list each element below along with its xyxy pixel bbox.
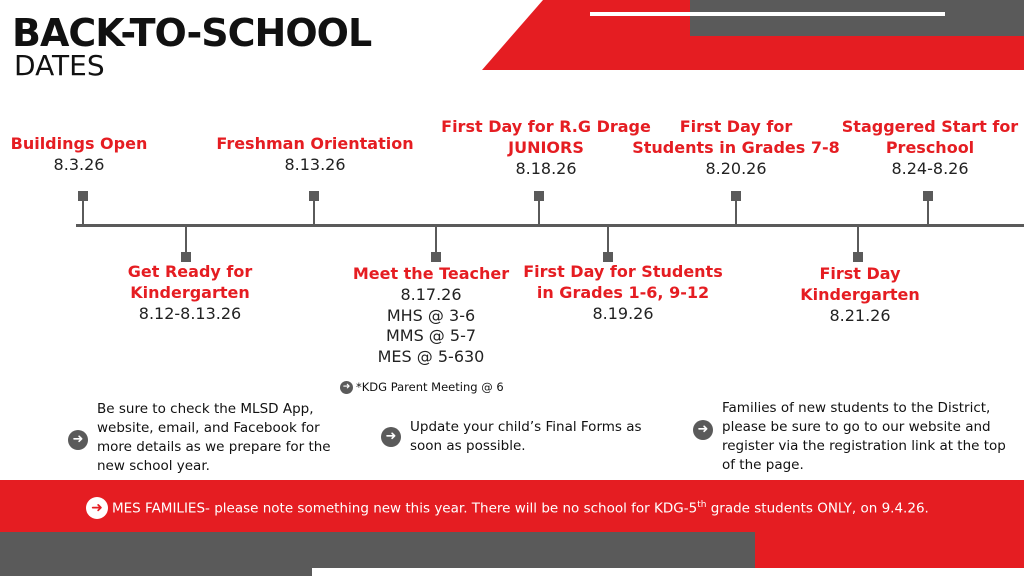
event-date: 8.3.26	[53, 154, 105, 174]
announcement-text	[112, 500, 929, 517]
event-date: 8.24-8.26	[891, 158, 969, 178]
arrow-right-circle-icon: ➜	[381, 427, 401, 447]
timeline-marker-top	[309, 191, 319, 225]
note-final-forms: Update your child’s Final Forms as soon as possible.	[410, 419, 642, 454]
event-first-day-grades-7-8	[626, 117, 846, 179]
event-date: 8.17.26	[400, 284, 462, 304]
event-label: First Day for	[679, 117, 793, 136]
event-staggered-start-preschool	[836, 117, 1024, 179]
event-first-day-grades-1-6-9-12	[518, 262, 728, 324]
event-label: Get Ready for	[127, 262, 253, 281]
timeline-marker-bottom	[431, 226, 441, 262]
event-date: 8.21.26	[829, 305, 891, 325]
timeline-marker-top	[78, 191, 88, 225]
arrow-right-circle-icon: ➜	[68, 430, 88, 450]
event-label: Freshman Orientation	[216, 134, 414, 153]
announcement-superscript: th	[697, 500, 707, 510]
kdg-parent-meeting-note: *KDG Parent Meeting @ 6	[356, 380, 504, 394]
event-label: Meet the Teacher	[352, 264, 510, 283]
event-label: Preschool	[885, 137, 975, 157]
event-date: 8.13.26	[284, 154, 346, 174]
event-label: Students in Grades 7-8	[632, 137, 840, 157]
event-freshman-orientation	[205, 134, 425, 176]
event-label: in Grades 1-6, 9-12	[536, 282, 710, 302]
event-label: JUNIORS	[508, 137, 584, 157]
event-label: Kindergarten	[130, 282, 250, 302]
event-label: First Day for R.G Drage	[441, 117, 651, 136]
event-detail: MES @ 5-630	[377, 347, 485, 367]
event-date: 8.12-8.13.26	[138, 303, 242, 323]
event-buildings-open	[4, 134, 154, 176]
event-detail: MHS @ 3-6	[386, 305, 476, 325]
event-meet-the-teacher	[336, 264, 526, 368]
announcement-text-part1: MES FAMILIES- please note something new this year. There will be no school for KDG-5	[112, 500, 698, 517]
timeline-marker-bottom	[181, 226, 191, 262]
event-date: 8.18.26	[515, 158, 577, 178]
event-detail: MMS @ 5-7	[385, 326, 477, 346]
event-label: First Day for Students	[523, 262, 723, 281]
announcement-text-part2: grade students ONLY, on 9.4.26.	[706, 500, 929, 517]
note-new-students-register: Families of new students to the District, please be sure to go to our website and register via the registration link at the top of the page.	[722, 400, 1006, 473]
timeline-marker-top	[534, 191, 544, 225]
timeline-marker-bottom	[603, 226, 613, 262]
timeline-marker-top	[923, 191, 933, 225]
note-check-mlsd-app: Be sure to check the MLSD App, website, email, and Facebook for more details as we prepare for the new school year.	[97, 401, 331, 474]
event-date: 8.20.26	[705, 158, 767, 178]
event-label: Buildings Open	[10, 134, 148, 153]
event-label: Kindergarten	[800, 284, 920, 304]
event-first-day-kindergarten	[785, 264, 935, 326]
arrow-right-circle-icon: ➜	[86, 497, 108, 519]
timeline-marker-top	[731, 191, 741, 225]
event-label: Staggered Start for	[841, 117, 1019, 136]
page-title: BACK-TO-SCHOOL	[12, 11, 372, 55]
bottom-decoration	[0, 532, 1024, 576]
event-first-day-juniors	[436, 117, 656, 179]
arrow-right-circle-icon: ➜	[340, 381, 353, 394]
event-label: First Day	[819, 264, 901, 283]
arrow-right-circle-icon: ➜	[693, 420, 713, 440]
timeline-marker-bottom	[853, 226, 863, 262]
timeline-line	[76, 224, 1024, 227]
event-date: 8.19.26	[592, 303, 654, 323]
event-get-ready-kindergarten	[100, 262, 280, 324]
page-subtitle: DATES	[14, 49, 105, 82]
